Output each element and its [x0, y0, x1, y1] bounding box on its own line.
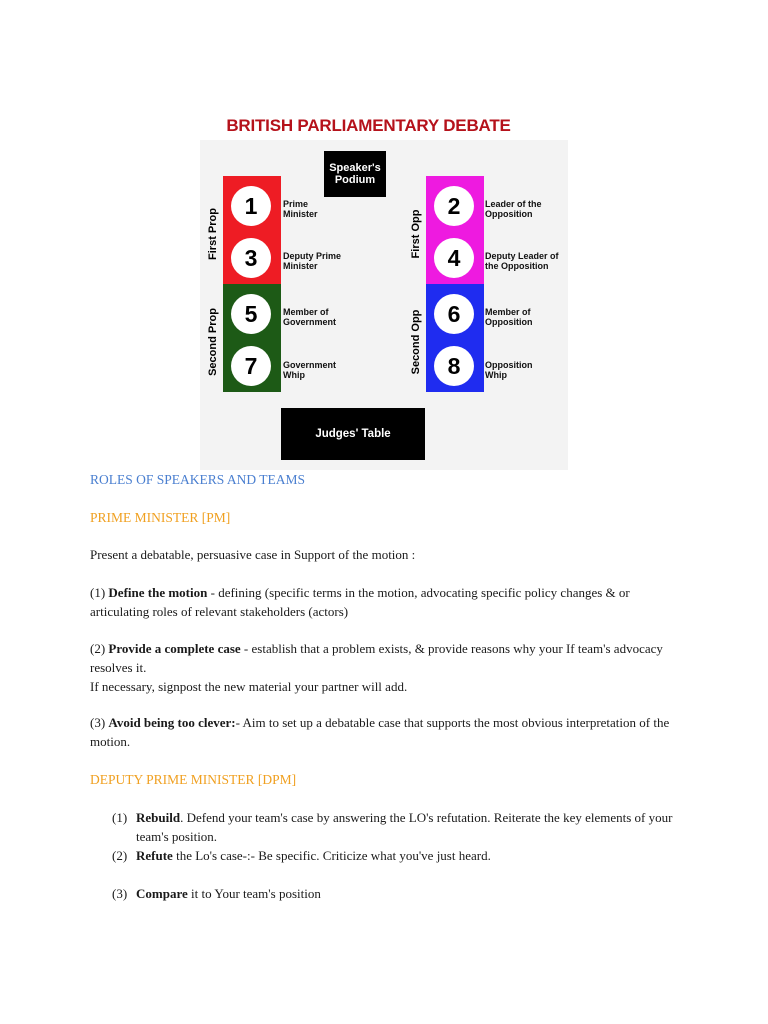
judges-table: Judges' Table [281, 408, 425, 460]
team-block-second-opp [426, 284, 484, 392]
point-prefix: (3) [90, 715, 109, 730]
role-label-member-of-government: Member of Government [283, 307, 337, 327]
point-prefix: (1) [90, 585, 109, 600]
seat-number: 8 [434, 346, 474, 386]
team-block-second-prop [223, 284, 281, 392]
point-bold: Define the motion [108, 585, 208, 600]
roles-heading: ROLES OF SPEAKERS AND TEAMS [90, 472, 306, 487]
seat-number: 2 [434, 186, 474, 226]
diagram-title: BRITISH PARLIAMENTARY DEBATE [226, 116, 511, 135]
point-text: it to Your team's position [187, 886, 321, 901]
seat-number: 5 [231, 294, 271, 334]
seat-number: 6 [434, 294, 474, 334]
point-bold: Refute [136, 848, 173, 863]
team-block-first-prop [223, 176, 281, 284]
debate-diagram [200, 110, 570, 470]
point-text: If necessary, signpost the new material your partner will add. [90, 679, 408, 694]
list-number: (3) [112, 886, 128, 901]
point-text: - Aim to set up a debatable case that supports the most obvious interpretation of the motion. [90, 715, 670, 749]
dpm-heading: DEPUTY PRIME MINISTER [DPM] [90, 772, 297, 787]
team-label-first-opp: First Opp [410, 209, 422, 259]
role-label-prime-minister: Prime Minister [283, 199, 318, 219]
pm-point-2-note [90, 677, 690, 696]
point-text: . Defend your team's case by answering the LO's refutation. Reiterate the key elements of your team's position. [136, 810, 673, 844]
pm-intro: Present a debatable, persuasive case in Support of the motion : [90, 547, 416, 562]
dpm-point-1 [112, 808, 692, 846]
role-label-deputy-prime-minister: Deputy Prime Minister [283, 251, 342, 271]
pm-point-3 [90, 713, 690, 751]
role-label-opposition-whip: Opposition Whip [485, 360, 533, 380]
list-number: (1) [112, 810, 128, 825]
point-bold: Avoid being too clever: [108, 715, 236, 730]
dpm-point-3 [112, 884, 692, 903]
point-text: - defining (specific terms in the motion, advocating specific policy changes & or articulating roles of relevant stakeholders (actors) [90, 585, 630, 619]
point-text: - establish that a problem exists, & provide reasons why your If team's advocacy resolves it. [90, 641, 663, 675]
team-label-first-prop: First Prop [207, 208, 219, 260]
role-label-government-whip: Government Whip [283, 360, 337, 380]
seat-number: 1 [231, 186, 271, 226]
pm-heading: PRIME MINISTER [PM] [90, 510, 231, 525]
point-text: the Lo's case-:- Be specific. Criticize what you've just heard. [172, 848, 491, 863]
role-label-leader-of-opposition: Leader of the Opposition [485, 199, 542, 219]
role-label-member-of-opposition: Member of Opposition [485, 307, 533, 327]
point-bold: Provide a complete case [108, 641, 241, 656]
team-label-second-opp: Second Opp [410, 309, 422, 375]
pm-point-2 [90, 639, 690, 677]
team-block-first-opp [426, 176, 484, 284]
point-bold: Compare [136, 886, 188, 901]
speakers-podium: Speaker's Podium [324, 151, 386, 197]
role-label-deputy-leader-of-opposition: Deputy Leader of the Opposition [485, 251, 559, 271]
list-number: (2) [112, 848, 128, 863]
pm-point-1 [90, 583, 690, 621]
seat-number: 3 [231, 238, 271, 278]
point-prefix: (2) [90, 641, 109, 656]
point-bold: Rebuild [136, 810, 181, 825]
seat-number: 4 [434, 238, 474, 278]
seat-number: 7 [231, 346, 271, 386]
team-label-second-prop: Second Prop [207, 308, 219, 376]
dpm-point-2 [112, 846, 692, 865]
